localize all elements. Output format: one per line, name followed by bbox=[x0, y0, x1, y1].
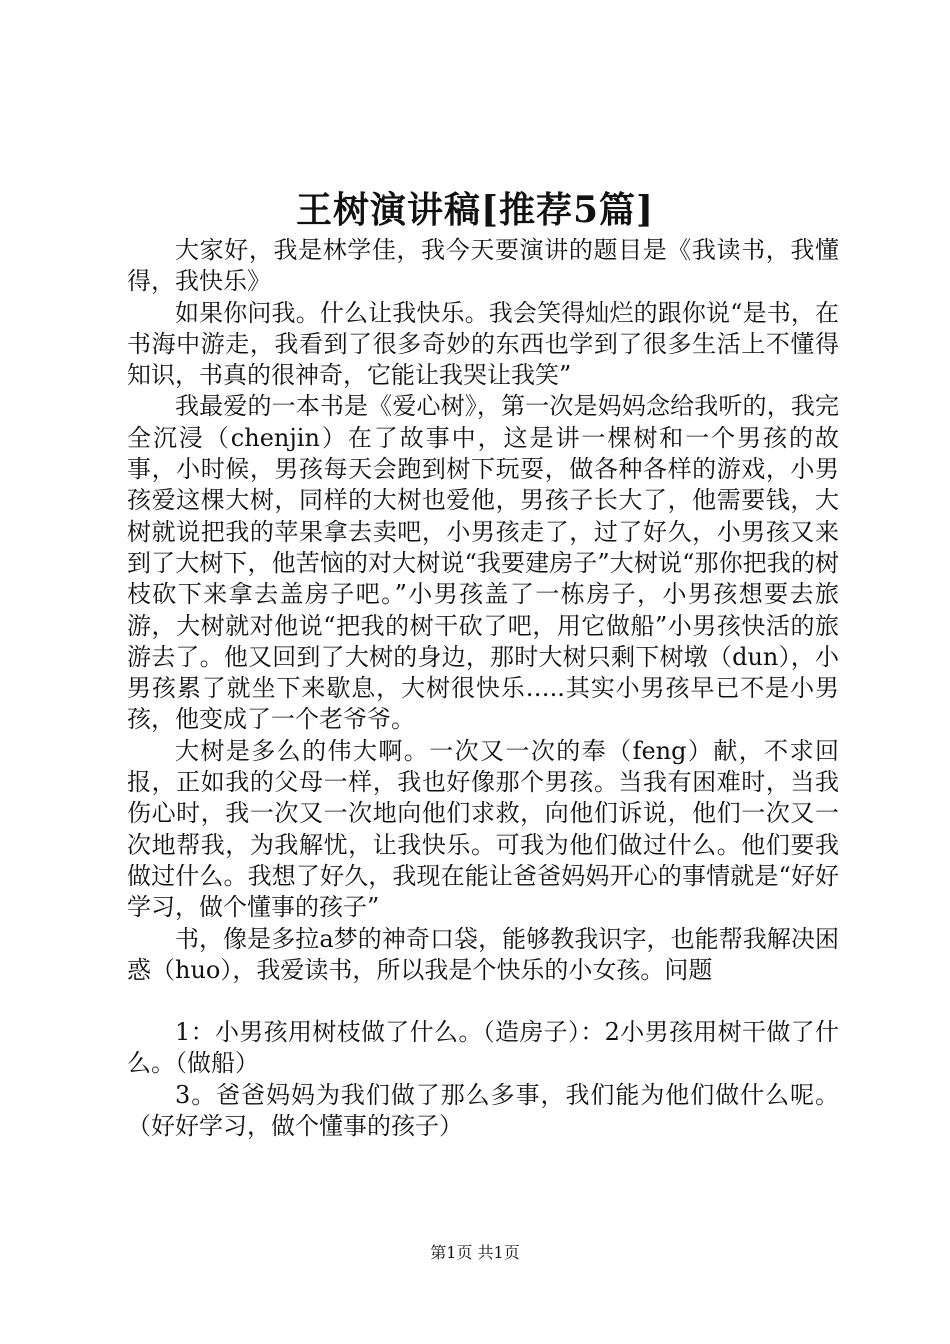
paragraph-giving-tree-story: 我最爱的一本书是《爱心树》，第一次是妈妈念给我听的，我完全沉浸（chenjin）在了故事中，这是讲一棵树和一个男孩的故事，小时候，男孩每天会跑到树下玩耍，做各种各样的游戏，小男孩爱这棵大树，同样的大树也爱他，男孩子长大了，他需要钱，大树就说把我的苹果拿去卖吧，小男孩走了，过了好久，小男孩又来到了大树下，他苦恼的对大树说“我要建房子”大树说“那你把我的树枝砍下来拿去盖房子吧。”小男孩盖了一栋房子，小男孩想要去旅游，大树就对他说“把我的树干砍了吧，用它做船”小男孩快活的旅游去了。他又回到了大树的身边，那时大树只剩下树墩（dun），小男孩累了就坐下来歇息，大树很快乐…..其实小男孩早已不是小男孩，他变成了一个老爷爷。 bbox=[127, 392, 839, 734]
paragraph-parents: 大树是多么的伟大啊。一次又一次的奉（feng）献，不求回报，正如我的父母一样，我也好像那个男孩。当我有困难时，当我伤心时，我一次又一次地向他们求救，向他们诉说，他们一次又一次地帮我，为我解忧，让我快乐。可我为他们做过什么。他们要我做过什么。我想了好久，我现在能让爸爸妈妈开心的事情就是“好好学习，做个懂事的孩子” bbox=[127, 736, 839, 922]
document-title: 王树演讲稿[推荐5篇] bbox=[295, 189, 655, 231]
paragraph-questions-1-2: 1：小男孩用树枝做了什么。（造房子）：2小男孩用树干做了什么。（做船） bbox=[127, 1018, 839, 1078]
page-footer: 第1页 共1页 bbox=[430, 1243, 520, 1262]
paragraph-question-3: 3。爸爸妈妈为我们做了那么多事，我们能为他们做什么呢。（好好学习，做个懂事的孩子） bbox=[127, 1080, 839, 1141]
paragraph-intro: 大家好，我是林学佳，我今天要演讲的题目是《我读书，我懂得，我快乐》 bbox=[127, 236, 839, 296]
paragraph-books-conclusion: 书，像是多拉a梦的神奇口袋，能够教我识字，也能帮我解决困惑（huo），我爱读书，所以我是个快乐的小女孩。问题 bbox=[127, 924, 839, 984]
paragraph-happiness: 如果你问我。什么让我快乐。我会笑得灿烂的跟你说“是书，在书海中游走，我看到了很多奇妙的东西也学到了很多生活上不懂得知识，书真的很神奇，它能让我哭让我笑” bbox=[127, 298, 839, 390]
document-body bbox=[127, 235, 839, 1142]
